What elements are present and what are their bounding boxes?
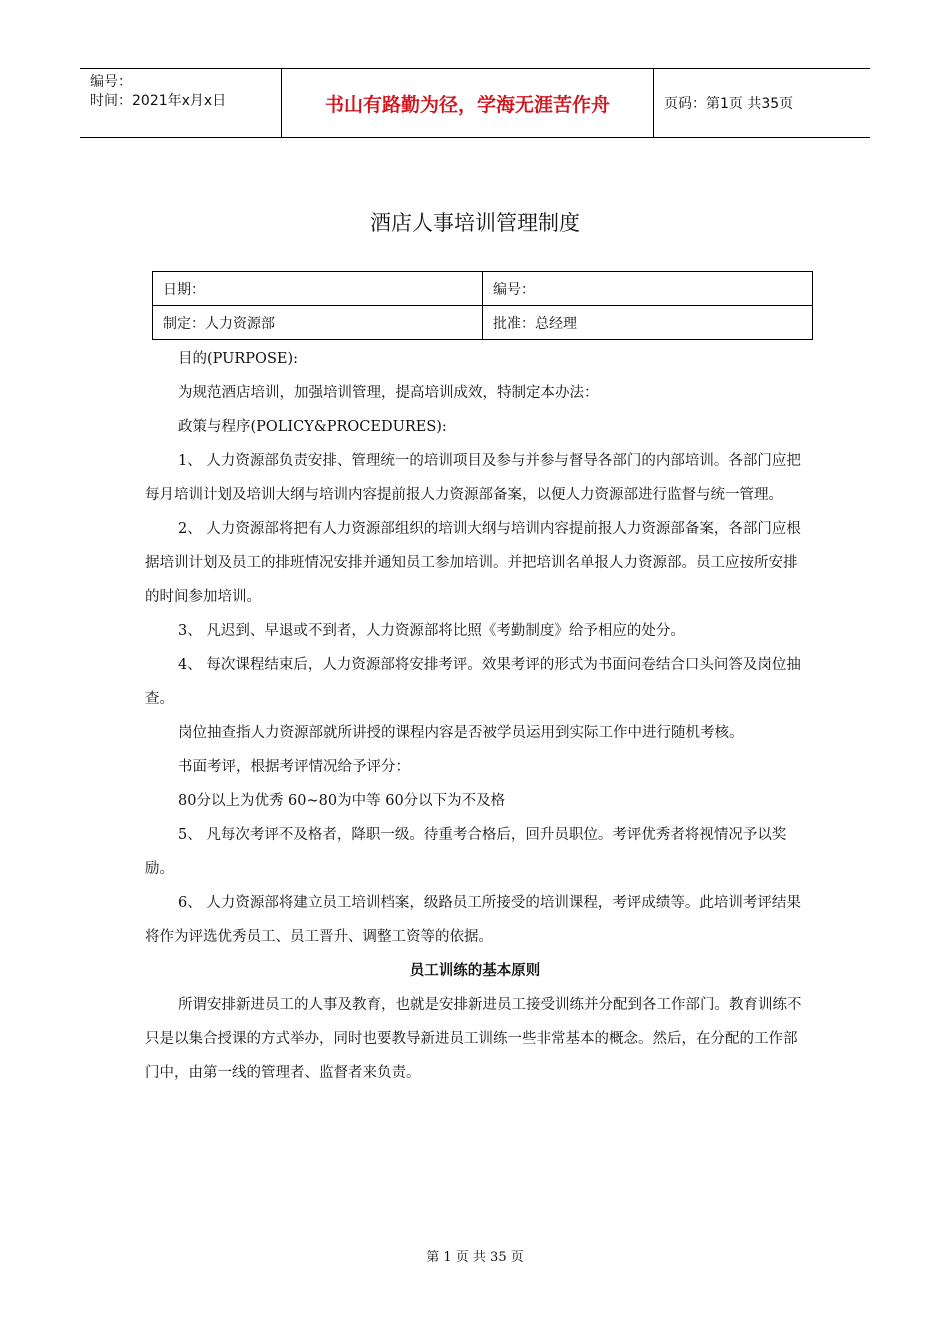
paragraph-item-3: 3、 凡迟到、早退或不到者，人力资源部将比照《考勤制度》给予相应的处分。 xyxy=(178,623,685,639)
info-approved-by: 批准：总经理 xyxy=(483,306,813,340)
header-left-cell xyxy=(80,69,282,137)
info-table xyxy=(152,271,813,340)
paragraph-purpose-heading: 目的(PURPOSE): xyxy=(178,351,299,367)
section-paragraph: 所谓安排新进员工的人事及教育，也就是安排新进员工接受训练并分配到各工作部门。教育训练不只是以集合授课的方式举办，同时也要教导新进员工训练一些非常基本的概念。然后，在分配的工作部门中，由第一线的管理者、监督者来负责。 xyxy=(145,997,802,1081)
paragraph-grading: 80分以上为优秀 60~80为中等 60分以下为不及格 xyxy=(178,793,506,809)
header-code-label: 编号： xyxy=(90,74,132,90)
info-date: 日期： xyxy=(153,272,483,306)
paragraph-purpose: 为规范酒店培训，加强培训管理，提高培训成效，特制定本办法： xyxy=(178,385,599,401)
page-header xyxy=(80,68,870,138)
document-title: 酒店人事培训管理制度 xyxy=(370,211,580,235)
paragraph-item-6: 6、 人力资源部将建立员工培训档案，级路员工所接受的培训课程，考评成绩等。此培训考评结果将作为评选优秀员工、员工晋升、调整工资等的依据。 xyxy=(145,895,801,945)
paragraph-item-4: 4、 每次课程结束后，人力资源部将安排考评。效果考评的形式为书面问卷结合口头问答及岗位抽查。 xyxy=(145,657,801,707)
header-time-label: 时间：2021年x月x日 xyxy=(90,93,227,109)
page-footer: 第 1 页 共 35 页 xyxy=(426,1250,524,1265)
section-title: 员工训练的基本原则 xyxy=(409,963,541,979)
document-body xyxy=(145,342,805,1090)
info-made-by: 制定：人力资源部 xyxy=(153,306,483,340)
header-page-info: 页码：第1页 共35页 xyxy=(664,96,794,112)
paragraph-spot-check: 岗位抽查指人力资源部就所讲授的课程内容是否被学员运用到实际工作中进行随机考核。 xyxy=(178,725,744,741)
paragraph-written-eval: 书面考评，根据考评情况给予评分： xyxy=(178,759,410,775)
info-row xyxy=(153,306,813,340)
paragraph-policy-heading: 政策与程序(POLICY&PROCEDURES): xyxy=(178,419,447,435)
header-motto: 书山有路勤为径，学海无涯苦作舟 xyxy=(282,69,654,137)
paragraph-item-5: 5、 凡每次考评不及格者，降职一级。待重考合格后，回升员职位。考评优秀者将视情况予以奖励。 xyxy=(145,827,787,877)
info-number: 编号： xyxy=(483,272,813,306)
paragraph-item-1: 1、 人力资源部负责安排、管理统一的培训项目及参与并参与督导各部门的内部培训。各部门应把每月培训计划及培训大纲与培训内容提前报人力资源部备案，以便人力资源部进行监督与统一管理。 xyxy=(145,453,801,503)
paragraph-item-2: 2、 人力资源部将把有人力资源部组织的培训大纲与培训内容提前报人力资源部备案，各部门应根据培训计划及员工的排班情况安排并通知员工参加培训。并把培训名单报人力资源部。员工应按所安排的时间参加培训。 xyxy=(145,521,801,605)
info-row xyxy=(153,272,813,306)
